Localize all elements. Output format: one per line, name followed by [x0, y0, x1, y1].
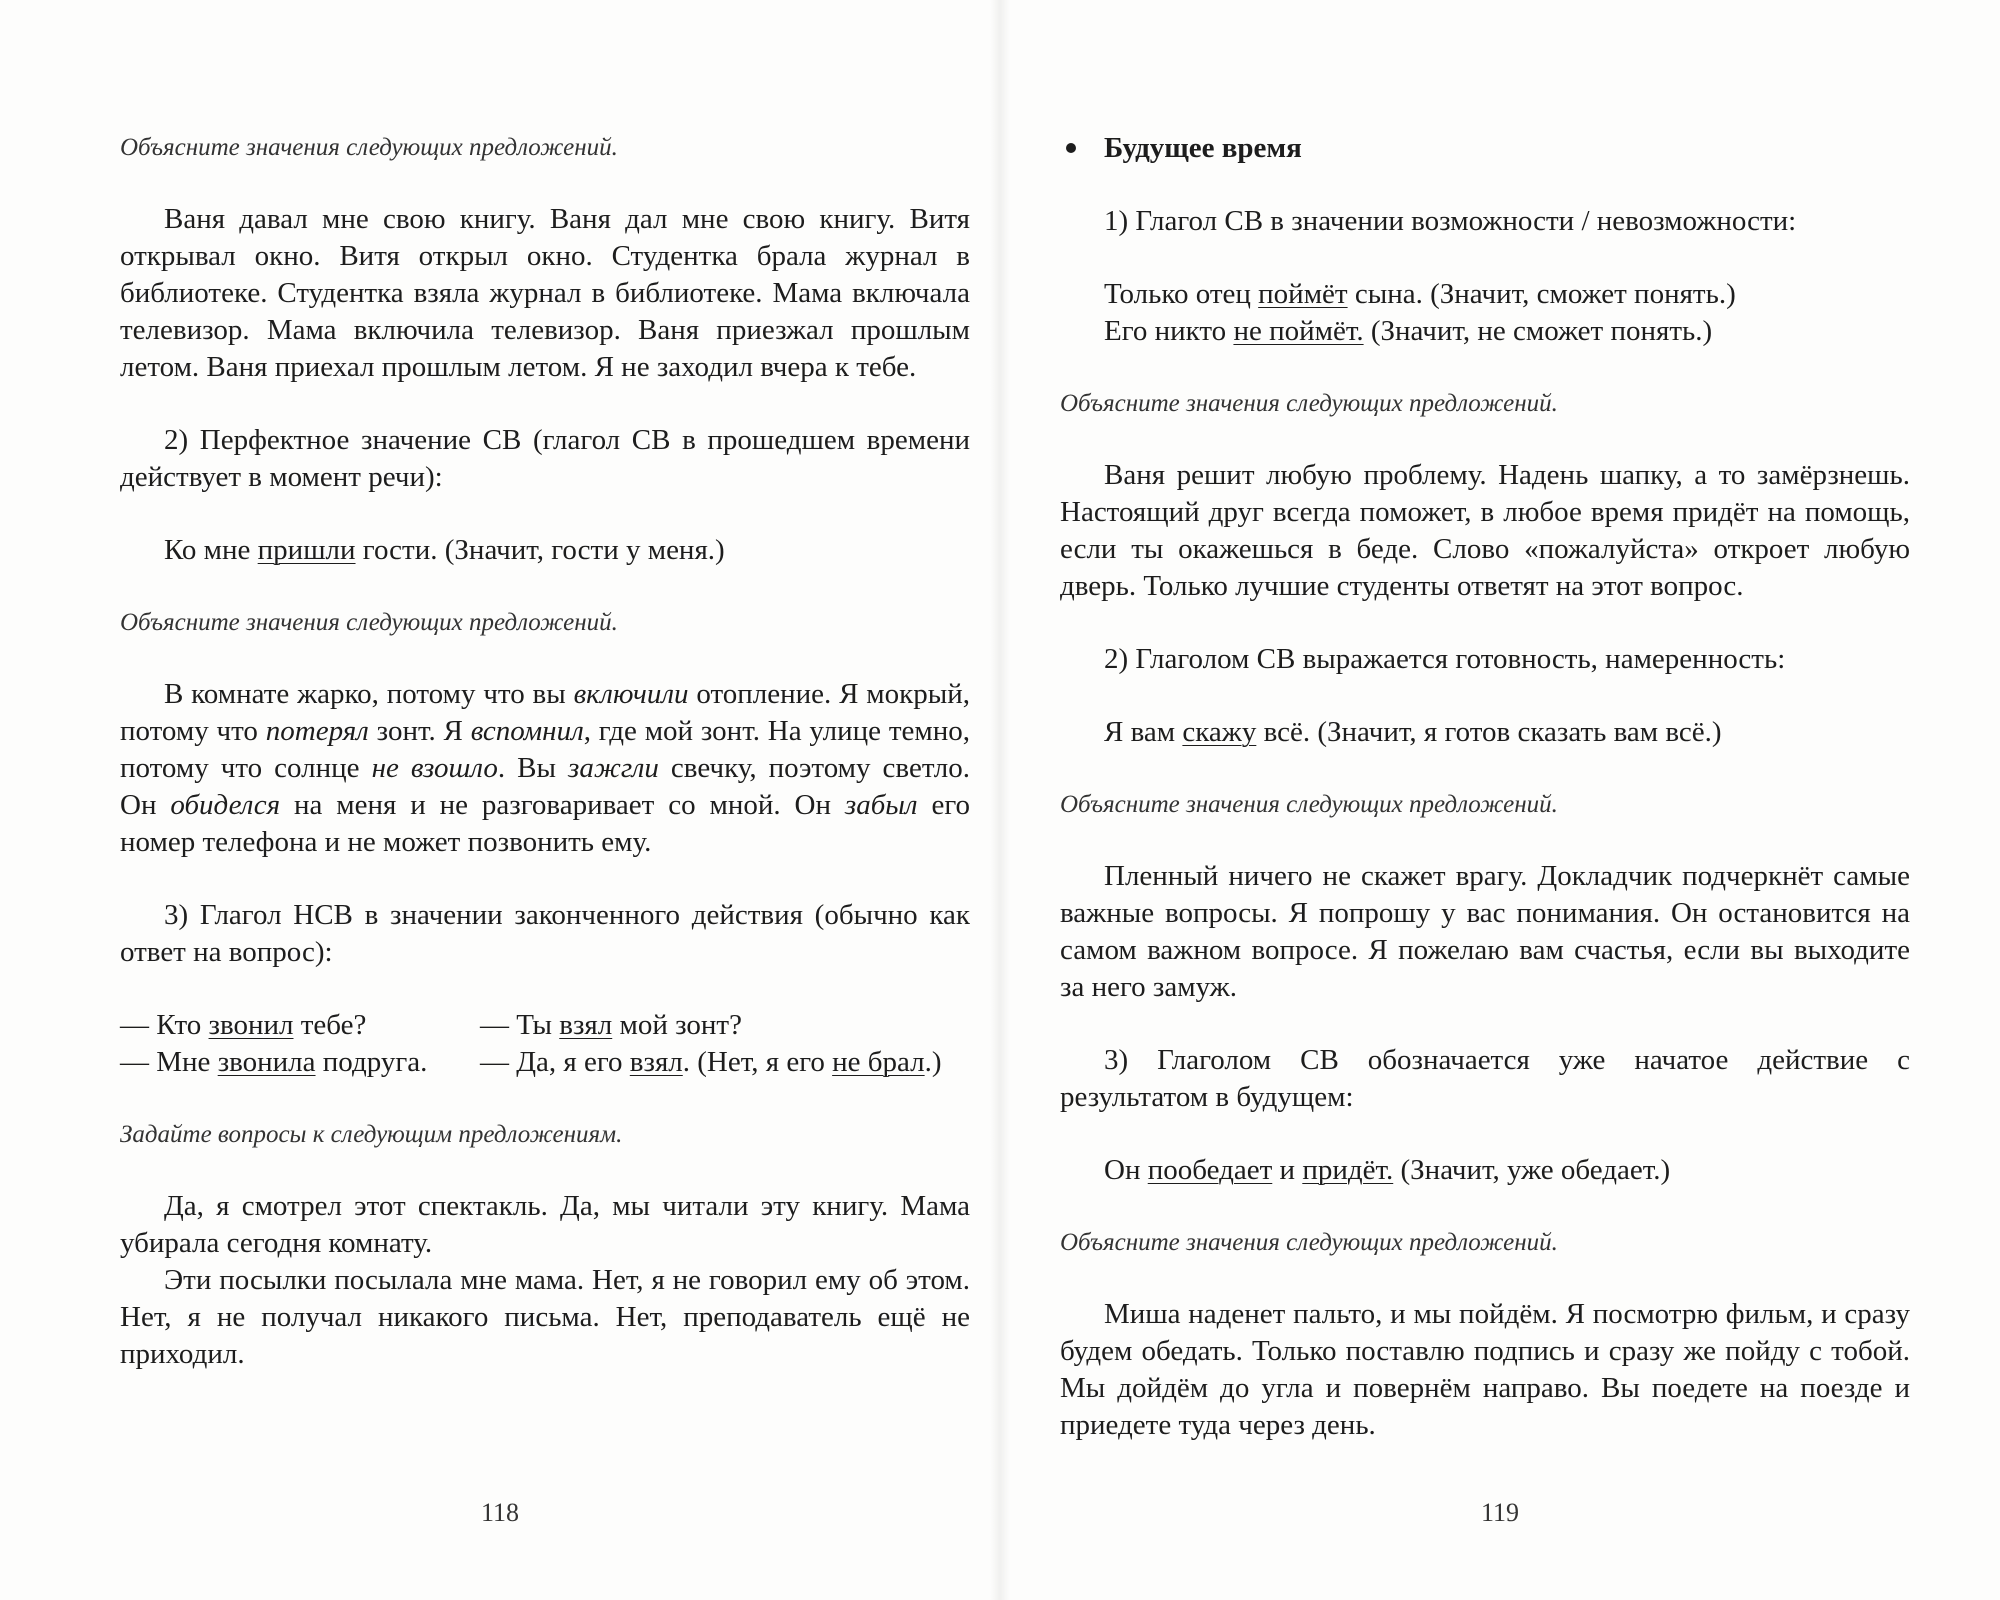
- instruction-explain-r3: Объясните значения следующих предложений.: [1060, 1229, 1558, 1256]
- underlined-verb: пришли: [257, 534, 356, 566]
- right-page: [1000, 0, 2000, 1600]
- exercise-paragraph-r2: Пленный ничего не скажет врагу. Докладчик подчеркнёт самые важные вопросы. Я попрошу у вас понимания. Он остановится на самом важном вопросе. Я пожелаю вам счастья, если вы выходите за него замуж.: [1060, 860, 1910, 1003]
- right-page-content: [1060, 130, 1910, 1444]
- example-prishli: Ко мне пришли гости. (Значит, гости у меня.): [164, 534, 725, 566]
- dialog-line-a2: — Мне звонила подруга.: [120, 1046, 428, 1078]
- example-poymyot: Только отец поймёт сына. (Значит, сможет понять.): [1104, 278, 1736, 310]
- exercise-paragraph-r1: Ваня решит любую проблему. Надень шапку, а то замёрзнешь. Настоящий друг всегда поможет, в любое время придёт на помощь, если ты окажешься в беде. Слово «пожалуйста» откроет любую дверь. Только лучшие студенты ответят на этот вопрос.: [1060, 459, 1910, 602]
- italic-verb: зажгли: [568, 752, 659, 784]
- dialog-examples: [120, 1007, 970, 1081]
- rule-completed-action: 3) Глагол НСВ в значении законченного действия (обычно как ответ на вопрос):: [120, 899, 970, 968]
- dialog-line-b1: — Ты взял мой зонт?: [480, 1009, 742, 1041]
- example-ne-poymyot: Его никто не поймёт. (Значит, не сможет понять.): [1104, 315, 1713, 347]
- exercise-paragraph-1: Ваня давал мне свою книгу. Ваня дал мне свою книгу. Витя открывал окно. Витя открыл окно. Студентка брала журнал в библиотеке. Студентка взяла журнал в библиотеке. Мама включала телевизор. Мама включила телевизор. Ваня приезжал прошлым летом. Ваня приехал прошлым летом. Я не заходил вчера к тебе.: [120, 203, 970, 383]
- instruction-explain-r2: Объясните значения следующих предложений.: [1060, 791, 1558, 818]
- underlined-verb: скажу: [1182, 716, 1257, 748]
- italic-verb: обиделся: [170, 789, 281, 821]
- italic-verb: включили: [573, 678, 689, 710]
- rule-possibility: 1) Глагол СВ в значении возможности / невозможности:: [1104, 205, 1797, 237]
- section-heading-future: Будущее время: [1060, 130, 1910, 167]
- rule-perfect-meaning: 2) Перфектное значение СВ (глагол СВ в прошедшем времени действует в момент речи):: [120, 424, 970, 493]
- exercise-paragraph-r3: Миша наденет пальто, и мы пойдём. Я посмотрю фильм, и сразу будем обедать. Только поставлю подпись и сразу же пойду с тобой. Мы дойдём до угла и повернём направо. Вы поедете на поезде и приедете туда через день.: [1060, 1298, 1910, 1441]
- italic-verb: потерял: [265, 715, 369, 747]
- italic-verb: вспомнил: [470, 715, 584, 747]
- dialog-line-a1: — Кто звонил тебе?: [120, 1009, 367, 1041]
- exercise-paragraph-3a: Да, я смотрел этот спектакль. Да, мы читали эту книгу. Мама убирала сегодня комнату.: [120, 1190, 970, 1259]
- exercise-paragraph-3b: Эти посылки посылала мне мама. Нет, я не говорил ему об этом. Нет, я не получал никакого письма. Нет, преподаватель ещё не приходил.: [120, 1264, 970, 1370]
- page-number-left: 118: [480, 1498, 520, 1527]
- underlined-verb: не поймёт.: [1233, 315, 1364, 347]
- italic-verb: забыл: [844, 789, 918, 821]
- underlined-verb: поймёт: [1258, 278, 1348, 310]
- example-skazhu: Я вам скажу всё. (Значит, я готов сказать вам всё.): [1104, 716, 1722, 748]
- italic-verb: не взошло: [371, 752, 498, 784]
- rule-started-action: 3) Глаголом СВ обозначается уже начатое действие с результатом в будущем:: [1060, 1044, 1910, 1113]
- underlined-verb: пообедает: [1147, 1154, 1273, 1186]
- page-number-right: 119: [1480, 1498, 1520, 1527]
- instruction-ask-questions: Задайте вопросы к следующим предложениям.: [120, 1121, 623, 1148]
- example-poobedaet: Он пообедает и придёт. (Значит, уже обедает.): [1104, 1154, 1671, 1186]
- instruction-explain-2: Объясните значения следующих предложений.: [120, 609, 618, 636]
- instruction-explain-r1: Объясните значения следующих предложений.: [1060, 390, 1558, 417]
- bullet-icon: [1066, 143, 1076, 153]
- exercise-paragraph-2: В комнате жарко, потому что вы включили отопление. Я мокрый, потому что потерял зонт. Я вспомнил, где мой зонт. На улице темно, потому что солнце не взошло. Вы зажгли свечку, поэтому светло. Он обиделся на меня и не разговаривает со мной. Он забыл его номер телефона и не может позвонить ему.: [120, 678, 971, 858]
- instruction-explain-1: Объясните значения следующих предложений.: [120, 134, 618, 161]
- underlined-verb: придёт.: [1302, 1154, 1394, 1186]
- left-page-content: [120, 130, 970, 1373]
- rule-readiness: 2) Глаголом СВ выражается готовность, намеренность:: [1104, 643, 1786, 675]
- dialog-line-b2: — Да, я его взял. (Нет, я его не брал.): [480, 1046, 942, 1078]
